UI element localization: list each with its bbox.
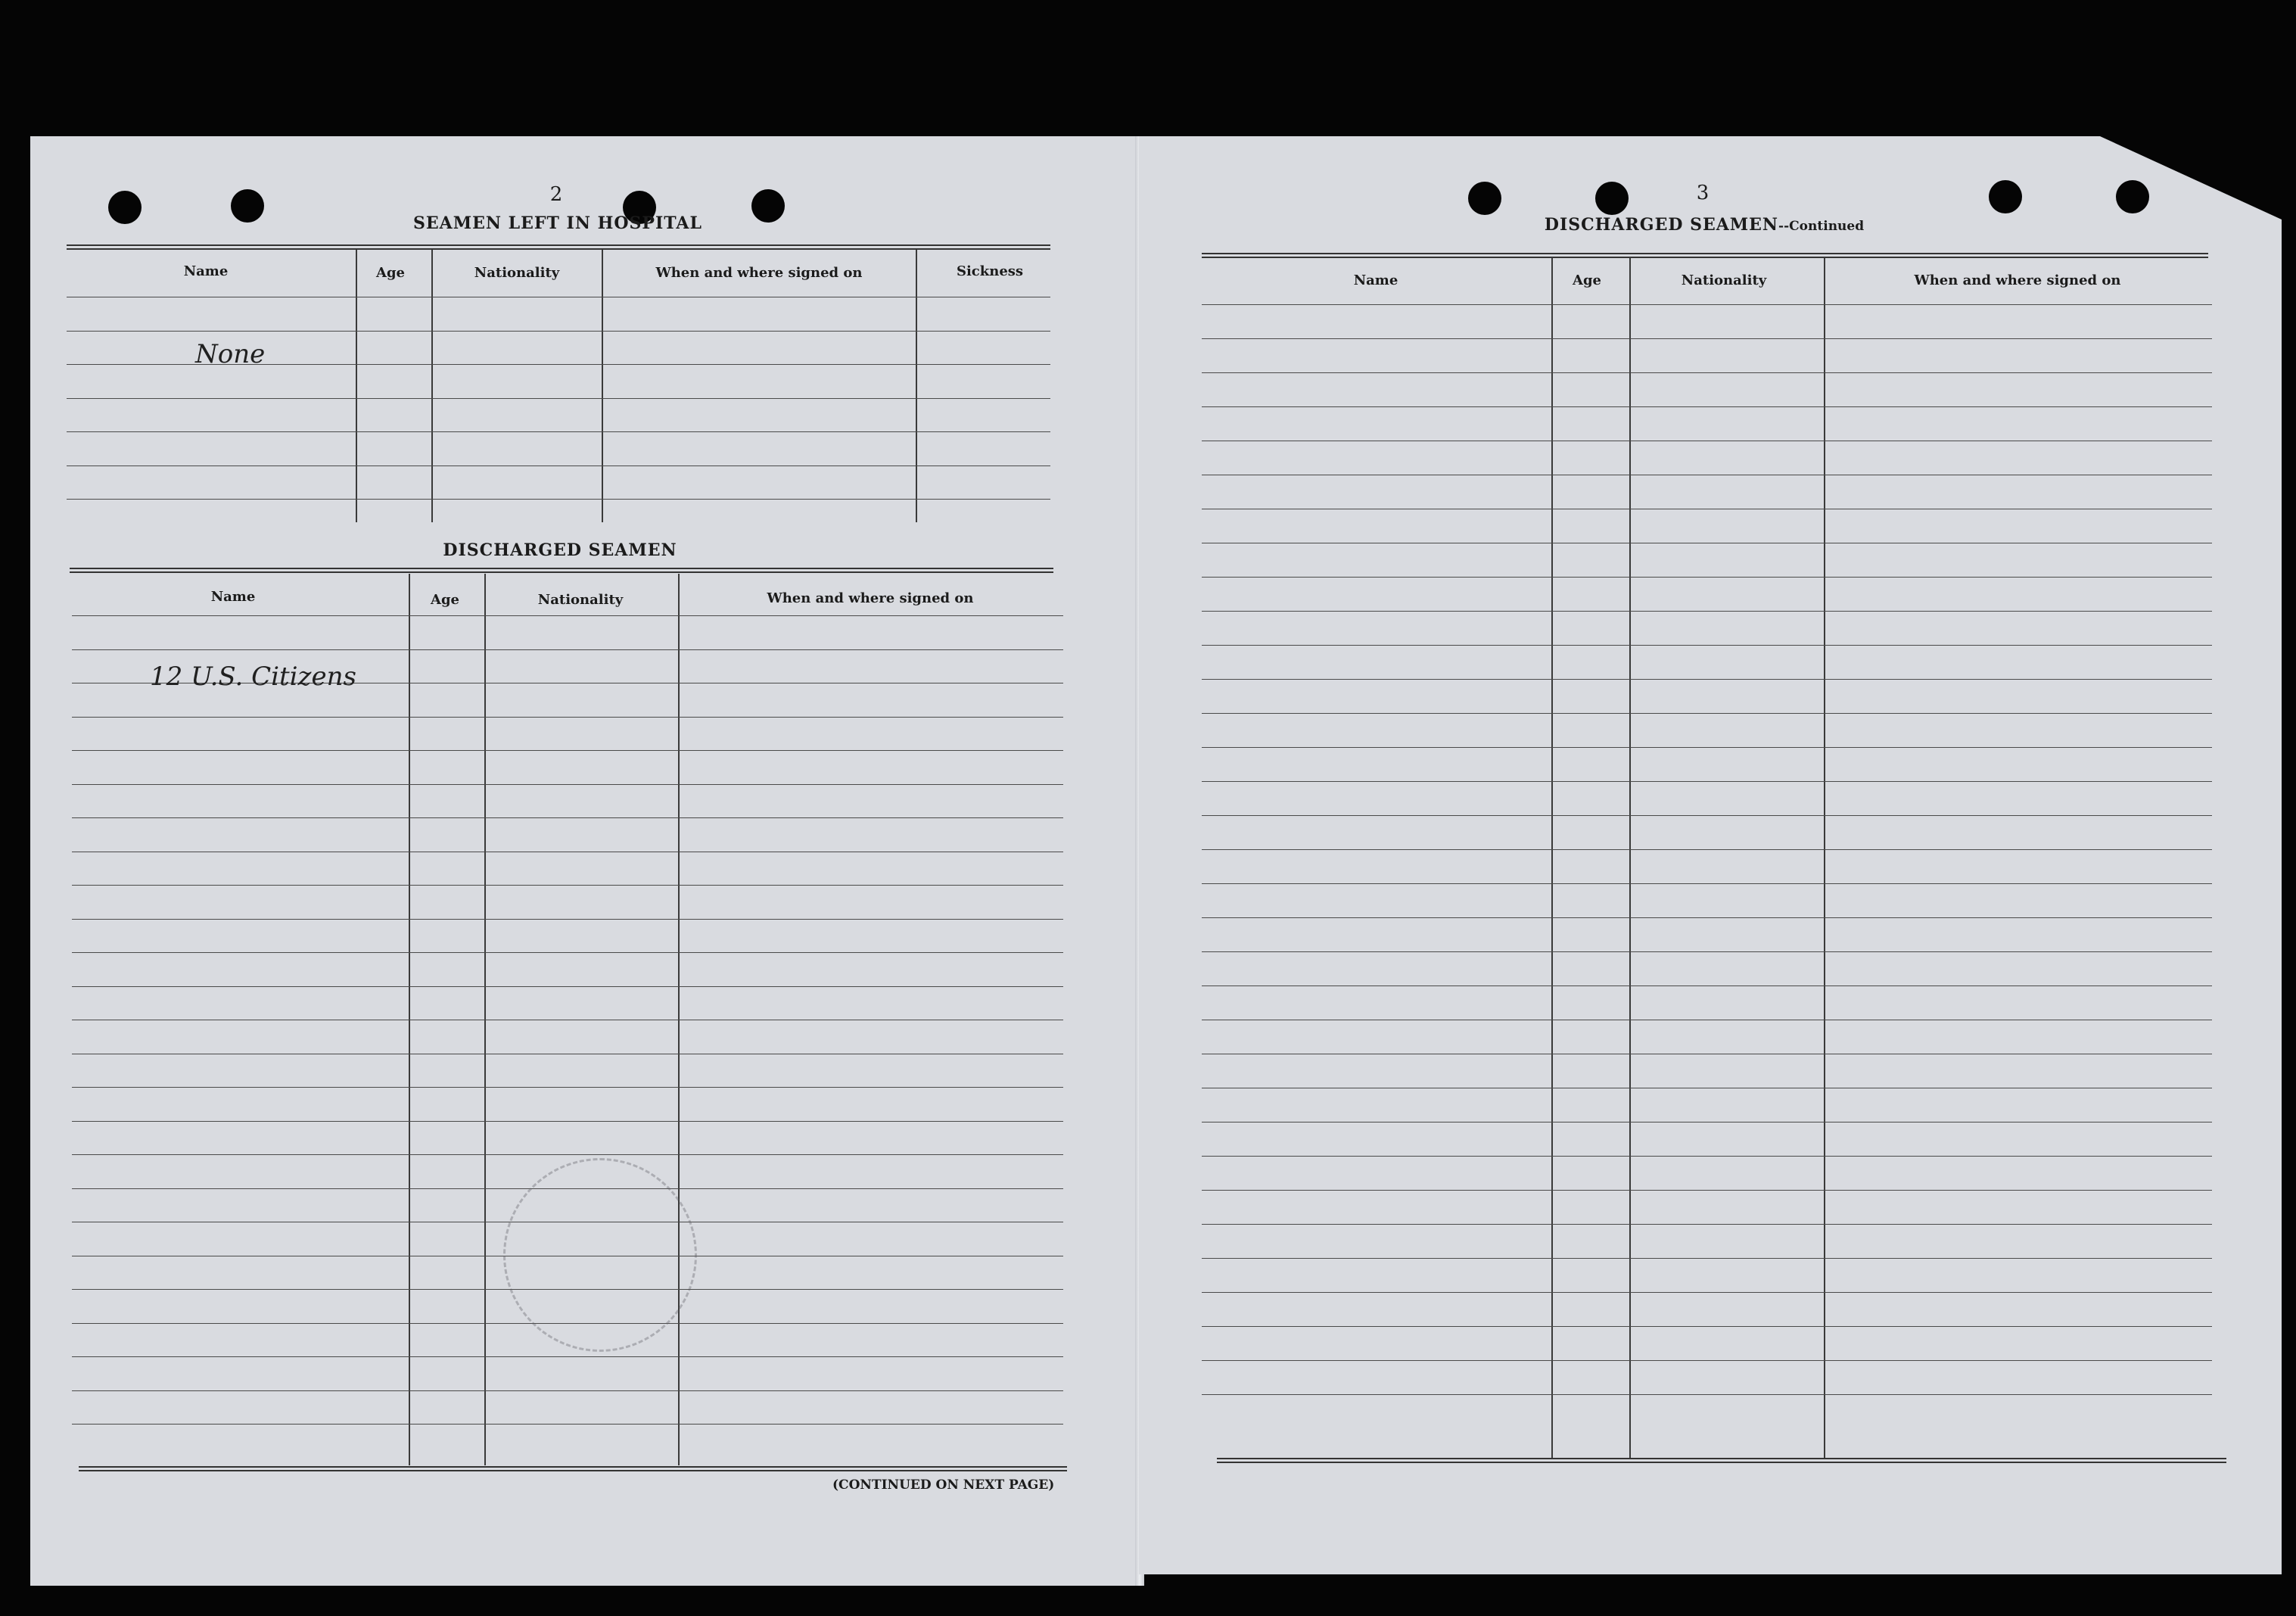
table-row-line	[72, 717, 1063, 718]
hospital-divider	[356, 250, 357, 522]
table-row-line	[72, 615, 1063, 616]
table-row-line	[1202, 611, 2212, 612]
punch-hole	[1989, 180, 2022, 213]
right-col-name: Name	[1353, 272, 1398, 288]
discharged-bottom-rule	[79, 1466, 1067, 1471]
table-row-line	[72, 1424, 1063, 1425]
table-row-line	[72, 952, 1063, 953]
table-row-line	[1202, 917, 2212, 918]
table-row-line	[1202, 1190, 2212, 1191]
table-row-line	[1202, 338, 2212, 339]
faded-stamp	[503, 1158, 697, 1352]
discharged-top-rule	[70, 568, 1053, 573]
table-row-line	[1202, 679, 2212, 680]
table-row-line	[1202, 985, 2212, 986]
discharged-col-signed-on: When and where signed on	[767, 590, 974, 606]
right-col-age: Age	[1572, 272, 1602, 288]
table-row-line	[72, 1087, 1063, 1088]
table-row-line	[1202, 1326, 2212, 1327]
discharged-col-name: Name	[210, 589, 256, 605]
table-row-line	[67, 465, 1050, 466]
discharged-col-age: Age	[430, 592, 460, 608]
hospital-col-age: Age	[375, 265, 406, 281]
table-row-line	[1202, 951, 2212, 952]
table-row-line	[67, 398, 1050, 399]
punch-hole	[2116, 180, 2149, 213]
table-row-line	[1202, 747, 2212, 748]
punch-hole	[108, 191, 142, 224]
table-row-line	[1202, 1394, 2212, 1395]
hospital-col-signed-on: When and where signed on	[655, 265, 863, 281]
right-top-rule	[1202, 253, 2208, 258]
table-row-line	[1202, 815, 2212, 816]
hospital-divider	[916, 250, 917, 522]
punch-hole	[1468, 182, 1501, 215]
table-row-line	[1202, 1360, 2212, 1361]
discharged-continued-title	[1545, 215, 1864, 235]
right-divider	[1629, 257, 1631, 1458]
discharged-section-title: DISCHARGED SEAMEN	[443, 540, 677, 560]
table-row-line	[72, 1121, 1063, 1122]
discharged-entry-citizens: 12 U.S. Citizens	[150, 662, 356, 692]
page-number-left: 2	[549, 183, 563, 206]
punch-hole	[1595, 182, 1629, 215]
hospital-divider	[602, 250, 603, 522]
table-row-line	[67, 331, 1050, 332]
table-row-line	[72, 986, 1063, 987]
right-bottom-rule	[1217, 1458, 2226, 1463]
hospital-top-rule	[67, 244, 1050, 250]
table-row-line	[67, 499, 1050, 500]
discharged-continued-title-main: DISCHARGED SEAMEN	[1544, 215, 1779, 235]
table-row-line	[1202, 645, 2212, 646]
punch-hole	[751, 189, 785, 223]
hospital-col-name: Name	[183, 263, 229, 279]
right-divider	[1824, 257, 1825, 1458]
table-row-line	[1202, 406, 2212, 407]
table-row-line	[72, 919, 1063, 920]
table-row-line	[72, 885, 1063, 886]
hospital-divider	[431, 250, 433, 522]
table-row-line	[1202, 849, 2212, 850]
table-row-line	[67, 431, 1050, 432]
table-row-line	[72, 1154, 1063, 1155]
hospital-section-title: SEAMEN LEFT IN HOSPITAL	[413, 213, 702, 233]
table-row-line	[1202, 713, 2212, 714]
table-row-line	[72, 1390, 1063, 1391]
discharged-col-nationality: Nationality	[537, 592, 624, 608]
table-row-line	[1202, 883, 2212, 884]
right-col-nationality: Nationality	[1681, 272, 1767, 288]
hospital-col-nationality: Nationality	[474, 265, 560, 281]
page-number-right: 3	[1696, 182, 1710, 204]
table-row-line	[72, 649, 1063, 650]
table-row-line	[1202, 1292, 2212, 1293]
table-row-line	[1202, 1156, 2212, 1157]
hospital-entry-none: None	[195, 339, 266, 369]
table-row-line	[1202, 577, 2212, 578]
table-row-line	[1202, 372, 2212, 373]
table-row-line	[72, 750, 1063, 751]
table-row-line	[1202, 1258, 2212, 1259]
discharged-continued-title-suffix: --Continued	[1778, 219, 1865, 234]
table-row-line	[1202, 1224, 2212, 1225]
right-page	[1139, 136, 2282, 1574]
right-col-signed-on: When and where signed on	[1914, 272, 2121, 288]
table-row-line	[1202, 781, 2212, 782]
right-divider	[1551, 257, 1553, 1458]
table-row-line	[72, 817, 1063, 818]
hospital-col-sickness: Sickness	[956, 263, 1024, 279]
punch-hole	[231, 189, 264, 223]
table-row-line	[72, 784, 1063, 785]
continued-footer: (CONTINUED ON NEXT PAGE)	[832, 1477, 1055, 1493]
table-row-line	[72, 1356, 1063, 1357]
table-row-line	[1202, 304, 2212, 305]
